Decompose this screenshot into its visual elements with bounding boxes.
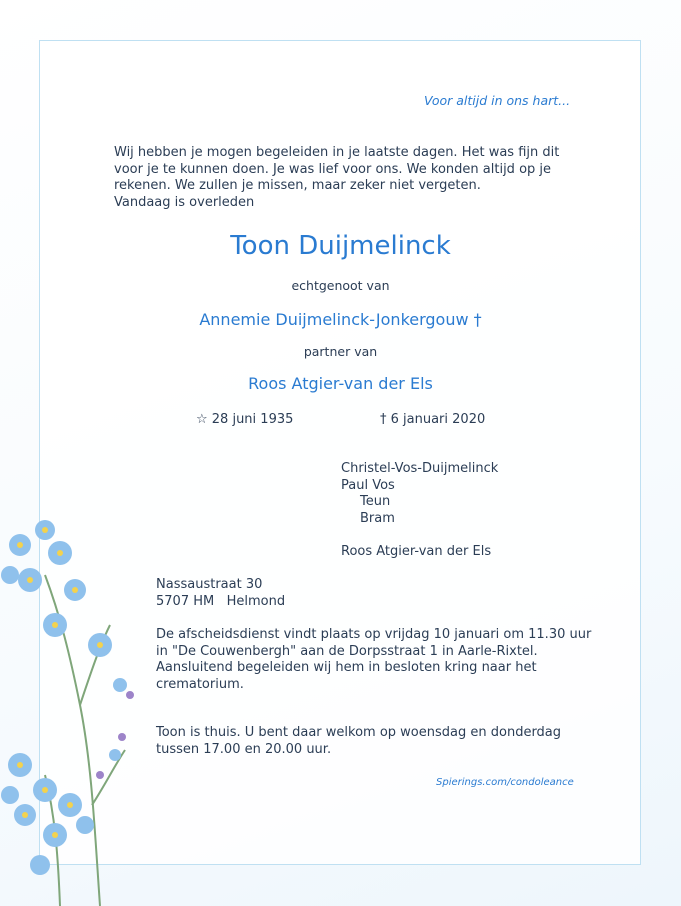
forget-me-not-flowers-illustration bbox=[0, 505, 150, 906]
service-line: crematorium. bbox=[156, 676, 244, 692]
service-line: De afscheidsdienst vindt plaats op vrijdag 10 januari om 11.30 uur bbox=[156, 627, 592, 642]
service-line: Aansluitend begeleiden wij hem in besloten kring naar het bbox=[156, 660, 537, 675]
address-city: 5707 HM Helmond bbox=[156, 594, 286, 609]
address bbox=[156, 577, 285, 611]
intro-line: voor je te kunnen doen. Je was lief voor ons. We konden altijd op je bbox=[114, 161, 552, 177]
family-member: Roos Atgier-van der Els bbox=[341, 543, 492, 559]
condolence-link[interactable]: Spierings.com/condoleance bbox=[436, 777, 574, 788]
intro-line: rekenen. We zullen je missen, maar zeker niet vergeten. bbox=[114, 178, 481, 193]
deceased-name: Toon Duijmelinck bbox=[230, 231, 451, 261]
visit-line: Toon is thuis. U bent daar welkom op woensdag en donderdag bbox=[156, 725, 562, 740]
family-member: Bram bbox=[360, 511, 395, 527]
spouse-name: Annemie Duijmelinck-Jonkergouw † bbox=[199, 310, 482, 329]
family-list bbox=[341, 461, 498, 560]
spouse-label: echtgenoot van bbox=[291, 278, 390, 293]
partner-label: partner van bbox=[303, 344, 378, 359]
address-street: Nassaustraat 30 bbox=[156, 577, 263, 592]
family-member: Teun bbox=[360, 494, 391, 510]
intro-line: Vandaag is overleden bbox=[114, 194, 255, 210]
family-member: Christel-Vos-Duijmelinck bbox=[341, 461, 499, 476]
birth-date: ☆ 28 juni 1935 bbox=[196, 412, 294, 427]
family-member: Paul Vos bbox=[341, 477, 395, 493]
intro-line: Wij hebben je mogen begeleiden in je laatste dagen. Het was fijn dit bbox=[114, 145, 560, 160]
visit-info bbox=[156, 725, 561, 758]
death-date: † 6 januari 2020 bbox=[380, 412, 486, 427]
intro-text bbox=[114, 145, 574, 211]
service-line: in "De Couwenbergh" aan de Dorpsstraat 1 in Aarle-Rixtel. bbox=[156, 643, 538, 659]
service-info bbox=[156, 627, 591, 693]
visit-line: tussen 17.00 en 20.00 uur. bbox=[156, 741, 332, 757]
motto: Voor altijd in ons hart... bbox=[424, 93, 571, 108]
spacer bbox=[341, 528, 498, 544]
partner-name: Roos Atgier-van der Els bbox=[248, 374, 433, 393]
